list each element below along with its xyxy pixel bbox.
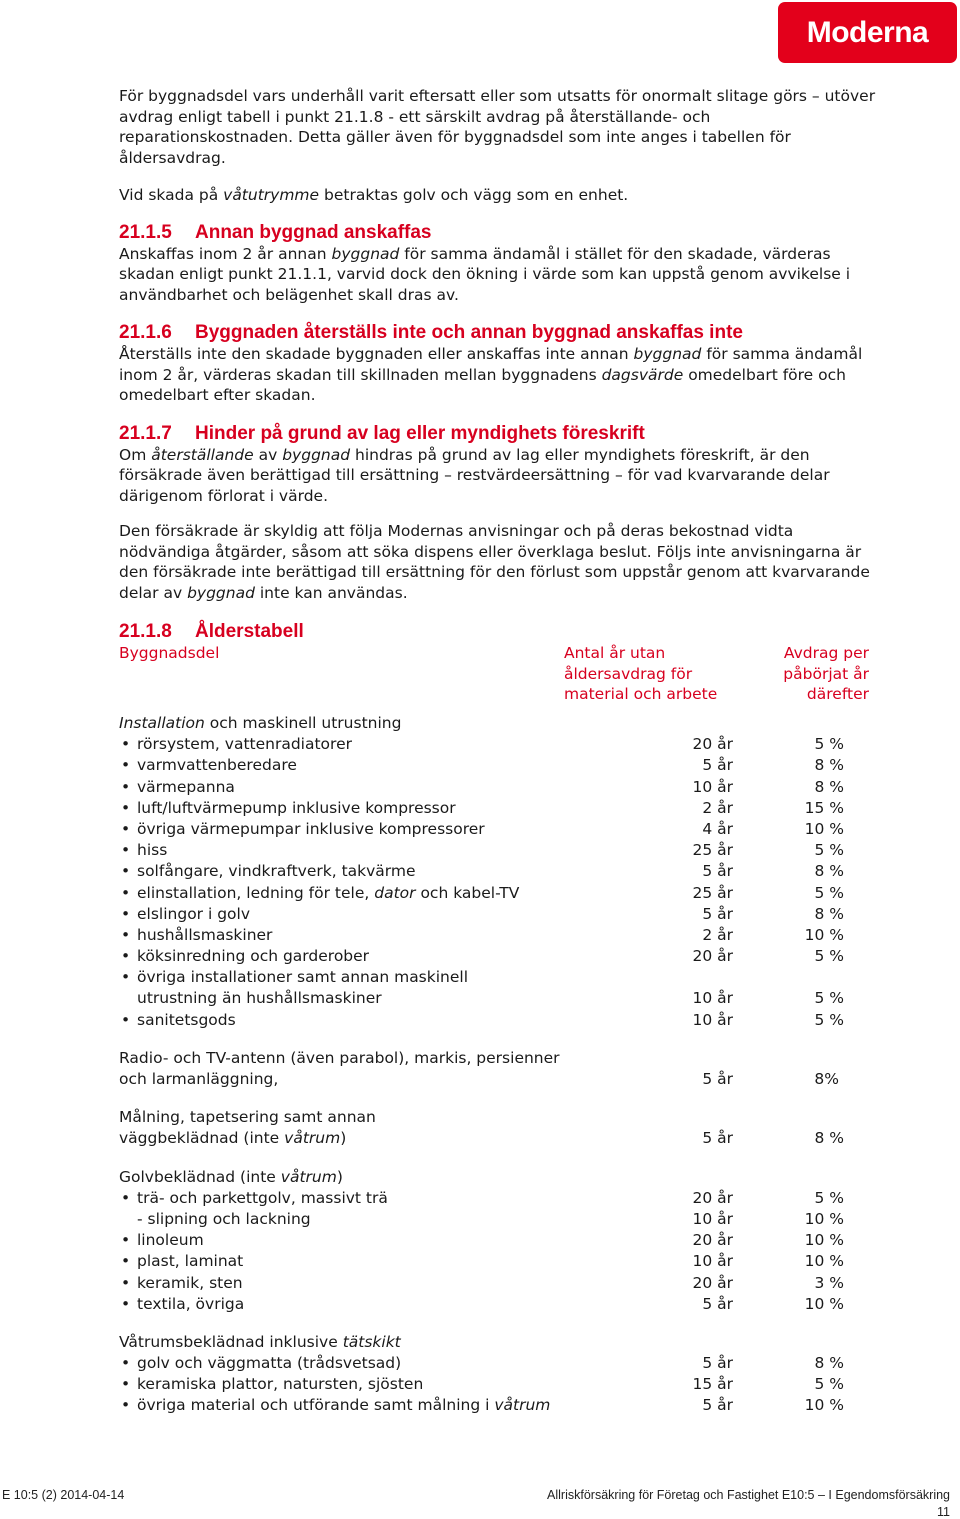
table-header bbox=[119, 643, 879, 705]
wet-room-note: Vid skada på våtutrymme betraktas golv och vägg som en enhet. bbox=[119, 186, 629, 204]
table-row: • solfångare, vindkraftverk, takvärme 5 år 8 % bbox=[119, 861, 879, 882]
table-group-flooring bbox=[119, 1167, 879, 1315]
table-group-installation bbox=[119, 713, 879, 1031]
table-row: - slipning och lackning 10 år 10 % bbox=[137, 1209, 844, 1228]
intro-paragraph: För byggnadsdel vars underhåll varit eftersatt eller som utsatts för onormalt slitage görs – utöver avdrag enligt tabell i punkt 21.1.8 - ett särskilt avdrag på återställande- och reparationskostnaden. Detta gäller även för byggnadsdel som inte anges i tabellen för åldersavdrag. bbox=[119, 87, 876, 167]
section-heading: 21.1.8 Ålderstabell bbox=[119, 621, 304, 642]
table-row: • plast, laminat 10 år 10 % bbox=[119, 1251, 879, 1272]
table-row: • sanitetsgods 10 år 5 % bbox=[119, 1010, 879, 1031]
section-text: Anskaffas inom 2 år annan byggnad för samma ändamål i stället för den skadade, värderas skadan enligt punkt 21.1.1, varvid dock den ökning i värde som kan uppstå genom avvikelse i användbarhet och belägenhet skall dras av. bbox=[119, 244, 851, 304]
section-text: Återställs inte den skadade byggnaden eller anskaffas inte annan byggnad för samma ändamål inom 2 år, värderas skadan till skillnaden mellan byggnadens dagsvärde omedelbart före och omedelbart efter skadan. bbox=[119, 345, 863, 404]
page-number: 11 bbox=[937, 1505, 950, 1519]
table-row: • köksinredning och garderober 20 år 5 % bbox=[119, 946, 879, 967]
moderna-logo: Moderna bbox=[778, 2, 957, 63]
table-group-wetroom bbox=[119, 1332, 879, 1417]
table-row: • luft/luftvärmepump inklusive kompressor 2 år 15 % bbox=[119, 798, 879, 819]
section-text: Om återställande av byggnad hindras på grund av lag eller myndighets föreskrift, är den försäkrade även berättigad till ersättning – restvärdeersättning – för vad kvarvarande delar därigenom förlorat i värde. bbox=[119, 445, 830, 505]
table-row: • keramiska plattor, natursten, sjösten 15 år 5 % bbox=[119, 1374, 879, 1395]
column-header-part: Byggnadsdel bbox=[119, 644, 220, 662]
table-row: • golv och väggmatta (trådsvetsad) 5 år 8 % bbox=[119, 1353, 879, 1374]
section-text-2: Den försäkrade är skyldig att följa Modernas anvisningar och på deras bekostnad vidta nödvändiga åtgärder, såsom att söka dispens eller överklaga beslut. Följs inte anvisningarna är den försäkrade inte berättigad till ersättning för den förlust som uppstår genom att kvarvarande delar av byggnad inte kan användas. bbox=[119, 522, 870, 602]
group-heading: Våtrumsbeklädnad inklusive tätskikt bbox=[119, 1332, 401, 1351]
column-header-years: Antal år utan åldersavdrag för material och arbete bbox=[564, 644, 718, 703]
table-row: • textila, övriga 5 år 10 % bbox=[119, 1294, 879, 1315]
table-row: • övriga material och utförande samt målning i våtrum 5 år 10 % bbox=[119, 1395, 879, 1416]
group-heading: Installation och maskinell utrustning bbox=[119, 714, 402, 732]
table-row: • linoleum 20 år 10 % bbox=[119, 1230, 879, 1251]
table-row: • övriga installationer samt annan maskinell utrustning än hushållsmaskiner 10 år 5 % bbox=[119, 967, 879, 1009]
table-row-antenna: Radio- och TV-antenn (även parabol), markis, persienner och larmanläggning, 5 år 8% bbox=[119, 1048, 839, 1089]
table-row: • hiss 25 år 5 % bbox=[119, 840, 879, 861]
table-row: • varmvattenberedare 5 år 8 % bbox=[119, 755, 879, 776]
table-row: • trä- och parkettgolv, massivt trä 20 år 5 % bbox=[119, 1188, 879, 1209]
table-row: • hushållsmaskiner 2 år 10 % bbox=[119, 925, 879, 946]
section-21-1-5 bbox=[119, 221, 879, 306]
group-heading: Golvbeklädnad (inte våtrum) bbox=[119, 1167, 343, 1186]
column-header-deduction: Avdrag per påbörjat år därefter bbox=[783, 644, 869, 703]
section-heading: 21.1.7 Hinder på grund av lag eller myndighets föreskrift bbox=[119, 422, 645, 444]
table-row-painting: Målning, tapetsering samt annan väggbeklädnad (inte våtrum) 5 år 8 % bbox=[119, 1108, 844, 1148]
table-row: • värmepanna 10 år 8 % bbox=[119, 777, 879, 798]
table-row: • keramik, sten 20 år 3 % bbox=[119, 1273, 879, 1294]
section-heading: 21.1.5 Annan byggnad anskaffas bbox=[119, 221, 432, 243]
table-row: • elinstallation, ledning för tele, dator och kabel-TV 25 år 5 % bbox=[119, 883, 879, 904]
section-21-1-6 bbox=[119, 321, 879, 406]
table-row: • elslingor i golv 5 år 8 % bbox=[119, 904, 879, 925]
table-row: • övriga värmepumpar inklusive kompressorer 4 år 10 % bbox=[119, 819, 879, 840]
footer-doc-title: Allriskförsäkring för Företag och Fastighet E10:5 – I Egendomsförsäkring bbox=[547, 1488, 950, 1502]
footer-doc-id: E 10:5 (2) 2014-04-14 bbox=[2, 1488, 125, 1502]
document-body bbox=[119, 86, 879, 1417]
section-heading: 21.1.6 Byggnaden återställs inte och annan byggnad anskaffas inte bbox=[119, 322, 743, 343]
section-21-1-8 bbox=[119, 620, 879, 1417]
section-21-1-7 bbox=[119, 422, 879, 604]
table-row: • rörsystem, vattenradiatorer 20 år 5 % bbox=[119, 734, 879, 755]
